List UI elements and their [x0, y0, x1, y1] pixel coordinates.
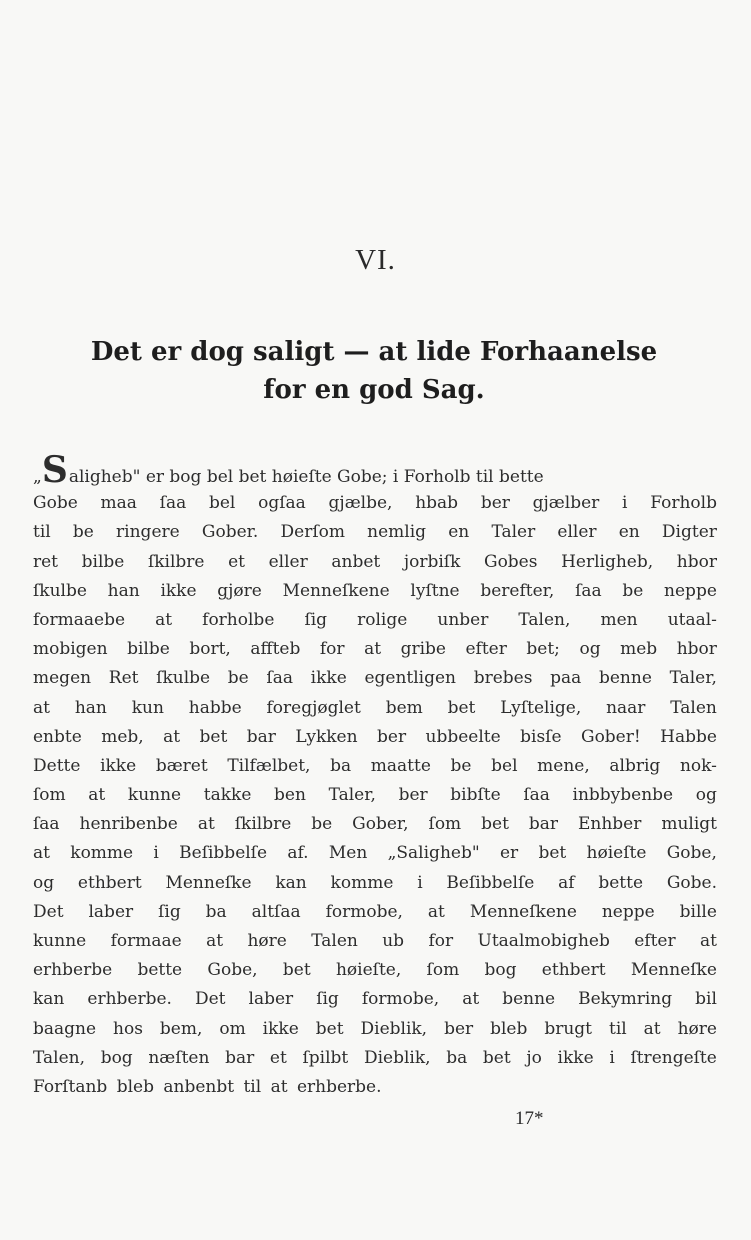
word: be	[72, 522, 94, 543]
word: bæret	[155, 755, 208, 776]
word: neppe	[664, 580, 717, 601]
word: Digter	[661, 522, 717, 543]
word: at	[462, 989, 480, 1010]
word: en	[618, 522, 640, 543]
word: og	[579, 639, 601, 660]
word: ethbert	[77, 872, 142, 893]
word: Tilfælbet,	[227, 755, 311, 776]
word: ub	[382, 931, 405, 951]
word: ber	[480, 493, 510, 514]
text-line	[33, 898, 717, 927]
word: bette	[598, 872, 644, 893]
word: høieſte,	[335, 960, 402, 981]
word: bel	[491, 755, 518, 776]
word: ſkulbe	[33, 580, 87, 601]
word: ſaa	[575, 580, 602, 601]
word: meb,	[101, 726, 144, 747]
word: brebes	[473, 668, 533, 689]
text-line	[33, 781, 717, 810]
word: „Saligheb"	[387, 843, 480, 864]
word: hbor	[676, 639, 717, 660]
word: Menneſkene	[469, 901, 577, 922]
word: kunne	[33, 931, 87, 951]
word: om	[219, 1018, 246, 1039]
word: ſom	[33, 785, 66, 806]
text-line	[33, 489, 717, 518]
word: bleb	[490, 1018, 528, 1039]
word: laber	[248, 989, 294, 1010]
chapter-title	[30, 333, 718, 409]
word: henribenbe	[79, 814, 178, 835]
word: hbor	[676, 551, 717, 572]
word: altſaa	[251, 901, 301, 922]
word: megen	[33, 668, 92, 689]
word: Gobe,	[207, 960, 258, 981]
word: og	[695, 785, 717, 806]
word: mene,	[537, 755, 590, 776]
word: bet	[482, 1047, 511, 1068]
word: enbte	[33, 726, 82, 747]
first-line-text: aligheb" er bog bel bet høieſte Gobe; i Forholb til bette	[68, 467, 544, 487]
word: næſten	[148, 1047, 210, 1068]
word: brugt	[544, 1018, 593, 1039]
text-line	[33, 1044, 717, 1073]
word: er	[499, 843, 519, 864]
word: laber	[88, 901, 134, 922]
word: bel	[208, 493, 236, 514]
word: bet	[481, 814, 509, 835]
word: hos	[113, 1018, 143, 1039]
word: bar	[528, 814, 559, 835]
word: gjælbe,	[328, 493, 393, 514]
word: bette	[137, 960, 183, 981]
word: Gobe,	[666, 843, 717, 864]
word: Lykken	[295, 726, 358, 747]
word: ogſaa	[258, 493, 306, 514]
word: men	[600, 609, 638, 630]
word: Menneſke	[630, 960, 717, 981]
word: be	[622, 580, 644, 601]
word: Talen	[311, 931, 358, 951]
word: anbet	[331, 551, 381, 572]
word: Menneſkene	[282, 580, 390, 601]
word: til	[33, 522, 51, 543]
text-line	[33, 548, 717, 577]
word: naar	[606, 697, 646, 718]
word: ſtrengeſte	[630, 1047, 717, 1068]
word: bar	[225, 1047, 255, 1068]
word: ſig	[316, 989, 339, 1010]
word: at	[206, 931, 224, 951]
word: ikke	[160, 580, 197, 601]
word: bet	[538, 843, 567, 864]
word: Gober!	[580, 726, 641, 747]
word: bog	[484, 960, 517, 981]
text-line	[33, 1015, 717, 1044]
word: Det	[194, 989, 226, 1010]
word: formobe,	[325, 901, 403, 922]
opening-quote: „	[33, 467, 42, 487]
word: baagne	[33, 1018, 97, 1039]
text-line	[33, 635, 717, 664]
word: ba	[446, 1047, 468, 1068]
word: høre	[677, 1018, 717, 1039]
word: Beſibbelſe	[179, 843, 268, 864]
word: Derſom	[280, 522, 345, 543]
word: ber	[444, 1018, 474, 1039]
word: for	[319, 639, 345, 660]
word: jorbiſk	[403, 551, 461, 572]
word: at	[155, 609, 173, 630]
word: høieſte	[586, 843, 647, 864]
word: at	[88, 785, 106, 806]
word: komme	[70, 843, 134, 864]
word: i	[609, 1047, 615, 1068]
word: erhberbe.	[87, 989, 172, 1010]
word: forholbe	[202, 609, 275, 630]
word: bisſe	[520, 726, 562, 747]
word: ethbert	[541, 960, 606, 981]
word: ikke	[310, 668, 347, 689]
word: egentligen	[364, 668, 457, 689]
word: albrig	[609, 755, 661, 776]
word: at	[197, 814, 215, 835]
word: habbe	[188, 697, 242, 718]
chapter-title-line-2: for en god Sag.	[263, 375, 485, 405]
text-line	[33, 956, 717, 985]
word: i	[153, 843, 159, 864]
word: Talen,	[518, 609, 571, 630]
word: affteb	[250, 639, 301, 660]
word: benne	[502, 989, 556, 1010]
word: neppe	[601, 901, 655, 922]
chapter-number: VI.	[355, 244, 396, 276]
word: ba	[205, 901, 227, 922]
word: ber	[398, 785, 428, 806]
word: berefter,	[480, 580, 555, 601]
word: Gober.	[201, 522, 259, 543]
page-number: 17*	[515, 1108, 544, 1129]
word: efter	[465, 639, 507, 660]
word: be	[450, 755, 472, 776]
word: i	[417, 872, 423, 893]
word: han	[74, 697, 107, 718]
word: Taler,	[328, 785, 376, 806]
word: at	[33, 697, 50, 718]
word: Herligheb,	[561, 551, 654, 572]
text-line-last: Forſtanb bleb anbenbt til at erhberbe.	[33, 1076, 382, 1097]
word: maatte	[370, 755, 431, 776]
word: bille	[679, 901, 717, 922]
word: be	[311, 814, 333, 835]
word: ret	[33, 551, 59, 572]
body-text	[33, 449, 717, 1102]
word: Gobe	[33, 493, 78, 514]
word: Lyſtelige,	[500, 697, 582, 718]
word: ſkilbre	[147, 551, 205, 572]
word: gribe	[400, 639, 446, 660]
word: Habbe	[660, 726, 717, 747]
word: rolige	[357, 609, 408, 630]
text-line	[33, 752, 717, 781]
word: meb	[620, 639, 658, 660]
word: ben	[274, 785, 306, 806]
word: Dieblik,	[360, 1018, 428, 1039]
word: at	[427, 901, 445, 922]
text-line	[33, 927, 717, 956]
word: bibſte	[450, 785, 501, 806]
word: ikke	[262, 1018, 299, 1039]
word: at	[364, 639, 382, 660]
word: benne	[598, 668, 652, 689]
word: ringere	[116, 522, 180, 543]
word: takke	[203, 785, 252, 806]
word: ſkilbre	[234, 814, 292, 835]
word: Talen	[670, 697, 717, 718]
word: bem,	[159, 1018, 203, 1039]
word: hbab	[415, 493, 459, 514]
text-line	[33, 577, 717, 606]
word: bar	[246, 726, 276, 747]
word: bog	[100, 1047, 133, 1068]
text-line	[33, 869, 717, 898]
word: Dette	[33, 755, 81, 776]
word: ſpilbt	[302, 1047, 349, 1068]
text-line	[33, 449, 717, 491]
word: bet	[315, 1018, 344, 1039]
word: bet	[447, 697, 476, 718]
text-line	[33, 518, 717, 547]
word: Menneſke	[165, 872, 252, 893]
word: Utaalmobigheb	[477, 931, 610, 951]
word: utaal-	[667, 609, 717, 630]
word: et	[228, 551, 246, 572]
word: kan	[33, 989, 65, 1010]
word: maa	[100, 493, 137, 514]
word: Bekymring	[578, 989, 673, 1010]
text-line	[33, 723, 717, 752]
chapter-title-line-1: Det er dog saligt — at lide Forhaanelse	[90, 337, 658, 367]
word: ſaa	[159, 493, 187, 514]
word: gjøre	[217, 580, 262, 601]
word: Gobes	[483, 551, 538, 572]
word: bem	[385, 697, 423, 718]
word: en	[448, 522, 470, 543]
word: ſaa	[33, 814, 60, 835]
word: ſig	[158, 901, 181, 922]
word: bet	[282, 960, 311, 981]
word: bilbe	[127, 639, 170, 660]
word: ubbeelte	[425, 726, 501, 747]
text-line	[33, 606, 717, 635]
word: Det	[33, 901, 64, 922]
word: be	[227, 668, 249, 689]
word: ſom	[428, 814, 462, 835]
word: Ret	[108, 668, 139, 689]
word: at	[700, 931, 717, 951]
word: eller	[268, 551, 308, 572]
word: ber	[377, 726, 407, 747]
word: jo	[526, 1047, 542, 1068]
word: Beſibbelſe	[446, 872, 535, 893]
word: efter	[634, 931, 676, 951]
word: bil	[695, 989, 717, 1010]
word: ba	[330, 755, 352, 776]
word: Dieblik,	[363, 1047, 431, 1068]
word: kun	[131, 697, 164, 718]
word: paa	[550, 668, 582, 689]
word: at	[163, 726, 181, 747]
word: af.	[287, 843, 309, 864]
word: ikke	[100, 755, 137, 776]
word: komme	[330, 872, 394, 893]
word: til	[608, 1018, 627, 1039]
text-line	[33, 664, 717, 693]
word: bet	[199, 726, 228, 747]
word: nok-	[679, 755, 717, 776]
text-line	[33, 810, 717, 839]
word: kan	[275, 872, 307, 893]
word: Gobe.	[666, 872, 717, 893]
word: ſaa	[523, 785, 550, 806]
word: mobigen	[33, 639, 108, 660]
word: at	[33, 843, 50, 864]
word: han	[107, 580, 140, 601]
text-line	[33, 839, 717, 868]
word: formobe,	[361, 989, 440, 1010]
word: høre	[247, 931, 287, 951]
word: lyſtne	[410, 580, 460, 601]
word: og	[33, 872, 55, 893]
first-line	[33, 449, 544, 491]
word: gjælber	[532, 493, 600, 514]
word: formaaebe	[33, 609, 126, 630]
word: eller	[557, 522, 597, 543]
word: nemlig	[367, 522, 427, 543]
word: for	[428, 931, 454, 951]
word: kunne	[127, 785, 182, 806]
word: et	[269, 1047, 287, 1068]
word: Gober,	[352, 814, 409, 835]
word: i	[622, 493, 628, 514]
word: ikke	[557, 1047, 594, 1068]
word: Taler,	[669, 668, 717, 689]
word: unber	[437, 609, 489, 630]
word: bort,	[189, 639, 231, 660]
word: Enhber	[577, 814, 642, 835]
word: Taler	[491, 522, 536, 543]
word: ſom	[426, 960, 460, 981]
word: muligt	[661, 814, 717, 835]
word: erhberbe	[33, 960, 113, 981]
word: bilbe	[81, 551, 125, 572]
word: ſig	[304, 609, 328, 630]
text-line	[33, 985, 717, 1014]
word: formaae	[110, 931, 182, 951]
word: af	[558, 872, 575, 893]
word: Talen,	[33, 1047, 86, 1068]
drop-cap: S	[41, 449, 68, 491]
word: bet;	[526, 639, 560, 660]
word: Men	[328, 843, 368, 864]
text-line	[33, 694, 717, 723]
word: ſkulbe	[156, 668, 211, 689]
word: ſaa	[266, 668, 293, 689]
word: at	[643, 1018, 661, 1039]
word: inbbybenbe	[572, 785, 674, 806]
word: Forholb	[650, 493, 717, 514]
word: foregjøglet	[266, 697, 361, 718]
